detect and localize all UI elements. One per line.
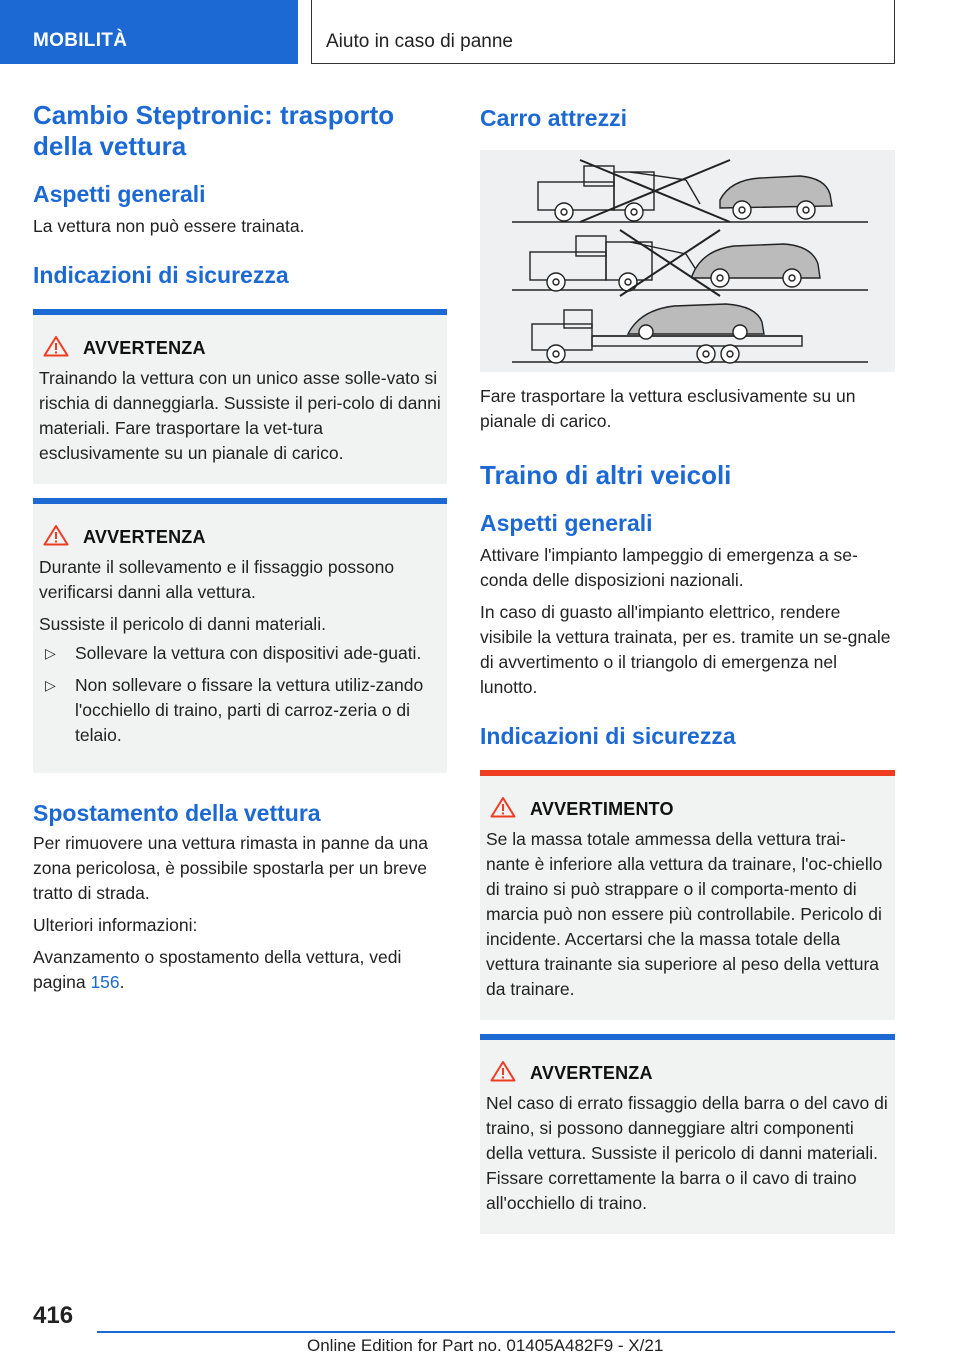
move-heading: Spostamento della vettura xyxy=(33,800,321,826)
warning-text: Se la massa totale ammessa della vettura trai-nante è inferiore alla vettura da trainare, l'oc-chiello di traino si può strappare o il comporta-mento di marcia può non essere più controllabile. Pericolo di incidente. Accertarsi che la massa totale della vettura trainante sia superiore al peso della vettura da trainare. xyxy=(486,829,883,999)
safety-heading: Indicazioni di sicurezza xyxy=(33,262,289,288)
warning-label: AVVERTENZA xyxy=(83,527,206,547)
right-column xyxy=(480,100,895,1234)
page-number: 416 xyxy=(33,1302,74,1329)
section-tab xyxy=(0,0,298,64)
tow-heading: Carro attrezzi xyxy=(480,105,627,131)
general-heading: Aspetti generali xyxy=(33,181,206,207)
tow-text: Fare trasportare la vettura esclusivamente su un pianale di carico. xyxy=(480,386,856,431)
warning-triangle-icon xyxy=(43,524,69,551)
warning-text: Trainando la vettura con un unico asse solle-vato si rischia di danneggiarla. Sussiste il peri-colo di danni materiali. Fare trasportare la vet-tura esclusivamente su un pianale di carico. xyxy=(39,368,441,463)
bullet-triangle-icon: ▷ xyxy=(45,677,56,693)
warning-label: AVVERTENZA xyxy=(530,1063,653,1083)
warning-box-4 xyxy=(480,1034,895,1234)
warning-text: Durante il sollevamento e il fissaggio possono verificarsi danni alla vettura. xyxy=(39,557,395,602)
page-link[interactable]: 156 xyxy=(90,972,120,992)
move-text: Per rimuovere una vettura rimasta in panne da una zona pericolosa, è possibile spostarla per un breve tratto di strada. xyxy=(33,833,428,903)
warning-text: Sussiste il pericolo di danni materiali. xyxy=(39,614,326,634)
warning-label: AVVERTENZA xyxy=(83,338,206,358)
towing-illustration xyxy=(480,150,895,372)
chapter-label: Aiuto in caso di panne xyxy=(326,31,513,52)
towing-diagram xyxy=(480,150,895,372)
list-item: ▷ Non sollevare o fissare la vettura utiliz-zando l'occhiello di traino, parti di carroz-zeria o di telaio. xyxy=(45,675,424,745)
move-text: Avanzamento o spostamento della vettura, vedi pagina 156. xyxy=(33,947,402,992)
section-title: Cambio Steptronic: trasporto della vettura xyxy=(33,100,395,161)
chapter-header xyxy=(311,0,895,64)
warning-label: AVVERTIMENTO xyxy=(530,799,674,819)
general-text: In caso di guasto all'impianto elettrico, rendere visibile la vettura trainata, per es. tramite un se-gnale di avvertimento o il triangolo di emergenza nel lunotto. xyxy=(480,602,891,697)
bullet-list xyxy=(39,641,441,748)
warning-triangle-icon xyxy=(43,335,69,362)
general-text: La vettura non può essere trainata. xyxy=(33,216,305,236)
bullet-triangle-icon: ▷ xyxy=(45,645,56,661)
general-text: Attivare l'impianto lampeggio di emergenza a se-conda delle disposizioni nazionali. xyxy=(480,545,858,590)
warning-triangle-icon xyxy=(490,796,516,823)
warning-box-1 xyxy=(33,309,447,484)
footer-divider xyxy=(97,1331,895,1333)
warning-triangle-icon xyxy=(490,1060,516,1087)
left-column xyxy=(33,100,447,995)
edition-text: Online Edition for Part no. 01405A482F9 - X/21 xyxy=(307,1336,664,1355)
move-text: Ulteriori informazioni: xyxy=(33,915,198,935)
warning-box-3 xyxy=(480,770,895,1020)
section-label: MOBILITÀ xyxy=(33,30,128,51)
safety-heading: Indicazioni di sicurezza xyxy=(480,723,736,749)
general-heading: Aspetti generali xyxy=(480,510,653,536)
list-item: ▷ Sollevare la vettura con dispositivi ade-guati. xyxy=(39,641,441,666)
warning-text: Nel caso di errato fissaggio della barra o del cavo di traino, si possono danneggiare altri componenti della vettura. Sussiste il pericolo di danni materiali. Fissare correttamente la barra o il cavo di traino all'occhiello di traino. xyxy=(486,1093,888,1213)
section-title: Traino di altri veicoli xyxy=(480,460,732,490)
warning-box-2 xyxy=(33,498,447,773)
